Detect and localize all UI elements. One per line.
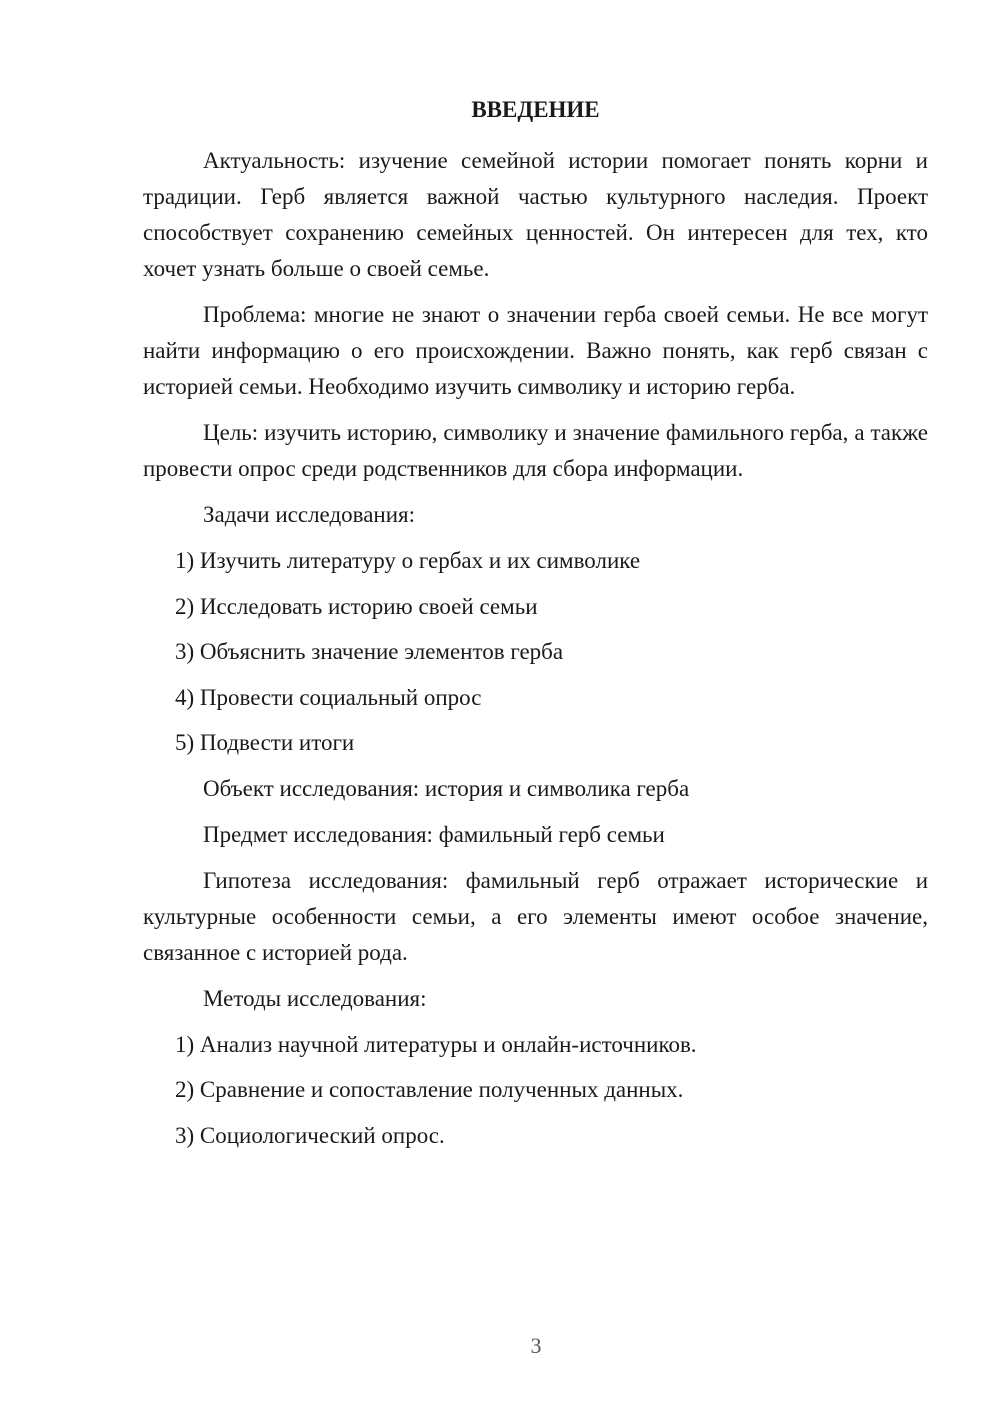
- relevance-paragraph: Актуальность: изучение семейной истории помогает понять корни и традиции. Герб является важной частью культурного наследия. Проект способствует сохранению семейных ценностей. Он интересен для тех, кто хочет узнать больше о своей семье.: [143, 148, 928, 281]
- subject-line: Предмет исследования: фамильный герб семьи: [203, 821, 665, 847]
- methods-list: [143, 1027, 928, 1154]
- problem-paragraph: Проблема: многие не знают о значении герба своей семьи. Не все могут найти информацию о его происхождении. Важно понять, как герб связан с историей семьи. Необходимо изучить символику и историю герба.: [143, 302, 928, 399]
- document-page: [143, 92, 928, 1163]
- tasks-list: [143, 543, 928, 761]
- hypothesis-paragraph: Гипотеза исследования: фамильный герб отражает исторические и культурные особенности семьи, а его элементы имеют особое значение, связанное с историей рода.: [143, 867, 928, 965]
- list-item: 2) Исследовать историю своей семьи: [175, 593, 538, 619]
- goal-paragraph: Цель: изучить историю, символику и значение фамильного герба, а также провести опрос среди родственников для сбора информации.: [143, 420, 928, 481]
- list-item: 3) Объяснить значение элементов герба: [175, 639, 564, 664]
- methods-heading: Методы исследования:: [203, 985, 427, 1011]
- page-number: 3: [530, 1333, 542, 1358]
- list-item: 3) Социологический опрос.: [175, 1122, 445, 1148]
- list-item: 2) Сравнение и сопоставление полученных данных.: [175, 1077, 684, 1102]
- object-line: Объект исследования: история и символика герба: [203, 775, 690, 801]
- tasks-heading: Задачи исследования:: [203, 502, 416, 527]
- list-item: 1) Изучить литературу о гербах и их символике: [175, 548, 641, 573]
- page-title: ВВЕДЕНИЕ: [471, 97, 600, 122]
- list-item: 1) Анализ научной литературы и онлайн-источников.: [175, 1031, 697, 1057]
- list-item: 5) Подвести итоги: [175, 730, 355, 755]
- list-item: 4) Провести социальный опрос: [175, 684, 482, 710]
